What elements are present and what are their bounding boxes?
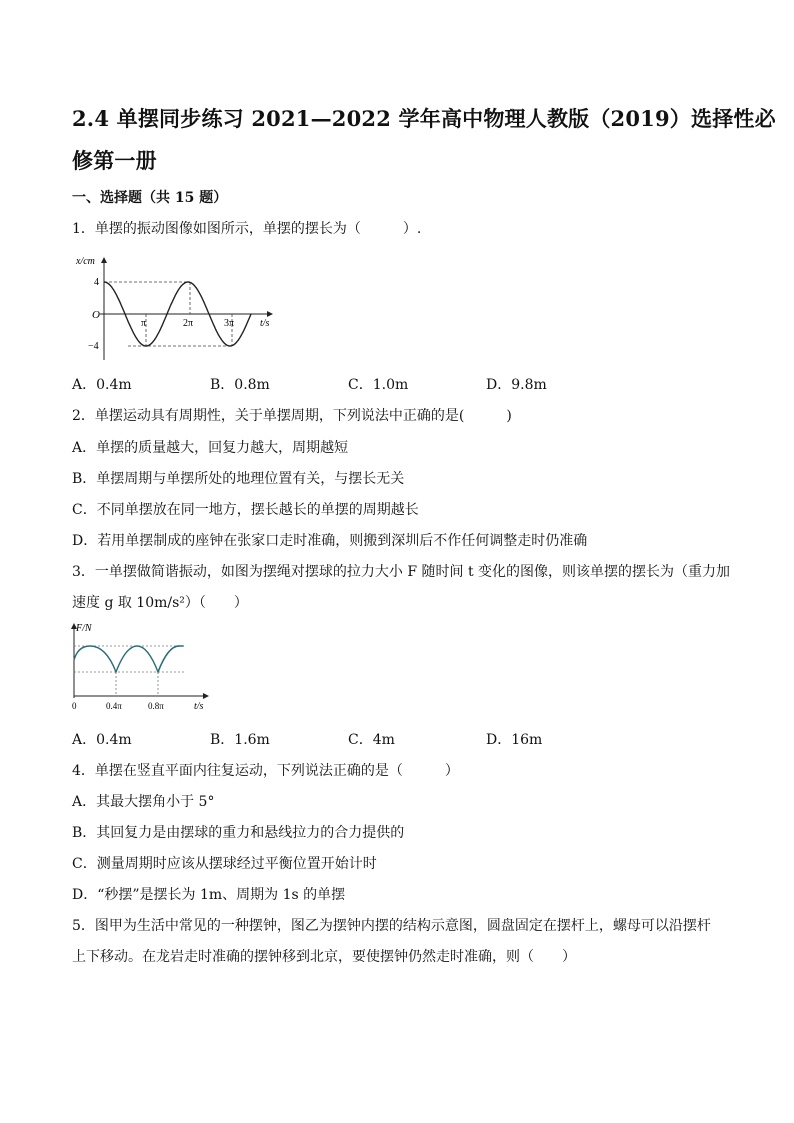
q3-origin: 0 <box>72 701 77 711</box>
q1-option-c: C．1.0m <box>348 377 409 393</box>
q1-ytick-neg: −4 <box>88 341 99 352</box>
q3-force-curve <box>74 646 183 672</box>
q3-option-d: D．16m <box>486 732 543 748</box>
q1-option-d: D．9.8m <box>486 377 547 393</box>
q3-option-a: A．0.4m <box>72 732 132 748</box>
q1-option-b: B．0.8m <box>210 377 270 393</box>
q3-stem-line1: 3．一单摆做简谐振动，如图为摆绳对摆球的拉力大小 F 随时间 t 变化的图像，则该单摆的摆长为（重力加 <box>72 564 731 580</box>
q4-option-d: D．“秒摆”是摆长为 1m、周期为 1s 的单摆 <box>72 887 346 903</box>
q3-stem-line2: 速度 g 取 10m/s²）（ ） <box>72 595 248 611</box>
q4-option-c: C．测量周期时应该从摆球经过平衡位置开始计时 <box>72 856 377 872</box>
q5-stem-line2: 上下移动。在龙岩走时准确的摆钟移到北京，要使摆钟仍然走时准确，则（ ） <box>72 949 576 965</box>
section-heading: 一、选择题（共 15 题） <box>72 190 228 206</box>
q4-stem: 4．单摆在竖直平面内往复运动，下列说法正确的是（ ） <box>72 763 459 779</box>
doc-title-line1: 2.4 单摆同步练习 2021—2022 学年高中物理人教版（2019）选择性必 <box>72 106 776 131</box>
q1-xlabel: t/s <box>260 318 270 329</box>
q1-stem: 1．单摆的振动图像如图所示，单摆的摆长为（ ）. <box>72 221 422 237</box>
q1-xtick-1: π <box>141 318 147 329</box>
q1-ytick-pos: 4 <box>94 277 99 288</box>
q1-option-a: A．0.4m <box>72 377 132 393</box>
q3-xtick-1: 0.4π <box>106 701 122 711</box>
q1-xtick-3: 3π <box>224 318 235 329</box>
q2-stem: 2．单摆运动具有周期性，关于单摆周期，下列说法中正确的是( ) <box>72 408 512 424</box>
q2-option-a: A．单摆的质量越大，回复力越大，周期越短 <box>72 440 349 456</box>
q2-option-c: C．不同单摆放在同一地方，摆长越长的单摆的周期越长 <box>72 502 419 518</box>
q2-option-b: B．单摆周期与单摆所处的地理位置有关，与摆长无关 <box>72 471 405 487</box>
q4-option-b: B．其回复力是由摆球的重力和悬线拉力的合力提供的 <box>72 825 405 841</box>
q5-stem-line1: 5．图甲为生活中常见的一种摆钟，图乙为摆钟内摆的结构示意图，圆盘固定在摆杆上，螺母可以沿摆杆 <box>72 918 711 934</box>
q1-origin: O <box>92 309 100 321</box>
q3-ylabel: F/N <box>76 623 92 634</box>
q3-option-b: B．1.6m <box>210 732 270 748</box>
q3-option-c: C．4m <box>348 732 395 748</box>
q3-force-graph <box>68 620 218 712</box>
q1-xtick-2: 2π <box>183 318 194 329</box>
q2-option-d: D．若用单摆制成的座钟在张家口走时准确，则搬到深圳后不作任何调整走时仍准确 <box>72 533 588 549</box>
q1-oscillation-graph <box>72 252 282 364</box>
q4-option-a: A．其最大摆角小于 5° <box>72 794 215 810</box>
q1-ylabel: x/cm <box>76 256 95 267</box>
q3-xtick-2: 0.8π <box>148 701 164 711</box>
q3-xlabel: t/s <box>194 701 204 712</box>
doc-title-line2: 修第一册 <box>72 148 157 173</box>
